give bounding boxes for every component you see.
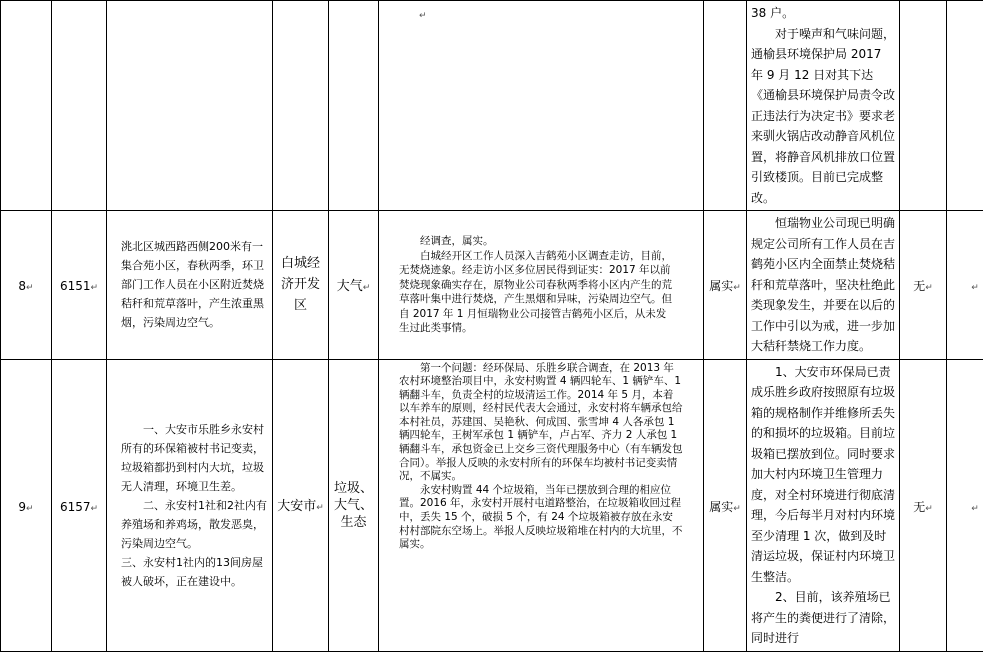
investigation-paragraph: 白城经开区工作人员深入吉鹤苑小区调查走访，目前，无焚烧迹象。经走访小区多位居民得到证实：2017 年以前焚烧现象确实存在，原物业公司春秋两季将小区内产生的荒草落叶集中进行焚烧，产生黑烟和异味，污染周边空气。但自 2017 年 1 月恒瑞物业公司接管吉鹤苑小区后，从未发生过此类事情。 [399, 249, 673, 336]
handling-paragraph: 对于噪声和气味问题，通榆县环境保护局 2017 年 9 月 12 日对其下达《通榆县环境保护局责令改正违法行为决定书》要求老来驯火锅店改动静音风机位置，将静音风机排放口位置引致楼顶。目前已完成整改。 [751, 24, 895, 209]
complaint-content: 洮北区城西路西侧200米有一集合苑小区，春秋两季，环卫部门工作人员在小区附近焚烧秸秆和荒草落叶，产生浓重黑烟，污染周边空气。 [107, 235, 272, 334]
complaint-paragraph: 一、大安市乐胜乡永安村所有的环保箱被村书记变卖，垃圾箱都扔到村内大坑，垃圾无人清理，环境卫生差。 [121, 420, 268, 496]
investigation-paragraph: 第一个问题：经环保局、乐胜乡联合调查，在 2013 年农村环境整治项目中，永安村购置 4 辆四轮车、1 辆铲车、1 辆翻斗车，负责全村的垃圾清运工作。2014 年 5 月，本着以车养车的原则，经村民代表大会通过，永安村将车辆承包给本村社员，苏建国、吴艳秋、何成国、张雪坤 4 人各承包 1 辆四轮车，王树军承包 1 辆铲车，卢占军、齐力 2 人承包 1 辆翻斗车，承包资金已上交乡三资代理服务中心（有车辆发包合同）。举报人反映的永安村所有的环保车均被村书记变卖情况，不属实。 [399, 362, 683, 484]
result-cell: 属实↵ [704, 211, 747, 360]
accountability-cell: 无↵ [900, 211, 947, 360]
pollution-type-cell: 大气↵ [329, 211, 379, 360]
accountability-cell [900, 1, 947, 211]
paragraph-mark: ↵ [419, 11, 427, 21]
handling-cell [747, 1, 900, 211]
result-cell [704, 1, 747, 211]
case-id-cell: 6157↵ [52, 359, 107, 651]
pollution-type: 垃圾、大气、生态 [329, 480, 378, 531]
investigation-cell [379, 359, 704, 651]
result-cell: 属实↵ [704, 359, 747, 651]
complaint-content-cell [107, 211, 273, 360]
investigation-cell [379, 211, 704, 360]
complaint-paragraph: 三、永安村1社内的13间房屋被人破坏，正在建设中。 [121, 553, 268, 591]
complaint-content-cell [107, 359, 273, 651]
investigation-cell [379, 1, 704, 211]
row-number-cell [1, 1, 52, 211]
handling-cell [747, 211, 900, 360]
accountability: 无 [913, 279, 925, 293]
pollution-type: 大气 [337, 279, 363, 294]
area: 大安市 [277, 499, 316, 514]
investigation-paragraph: 永安村购置 44 个垃圾箱，当年已摆放到合理的相应位置。2016 年，永安村开展村屯道路整治，在垃圾箱收回过程中，丢失 15 个，破损 5 个，有 24 个垃圾箱被存放在永安村村部院东空场上。举报人反映垃圾箱堆在村内的大坑里，不属实。 [399, 484, 683, 552]
accountability-cell: 无↵ [900, 359, 947, 651]
case-id-cell [52, 1, 107, 211]
result: 属实 [709, 500, 733, 514]
complaint-content-cell [107, 1, 273, 211]
handling-paragraph: 1、大安市环保局已责成乐胜乡政府按照原有垃圾箱的规格制作并维修所丢失的和损坏的垃圾箱。目前垃圾箱已摆放到位。同时要求加大村内环境卫生管理力度，对全村环境进行彻底清理，今后每半月对村内环境至少清理 1 次，做到及时清运垃圾，保证村内环境卫生整洁。 [751, 362, 895, 588]
area-cell: 大安市↵ [273, 359, 329, 651]
row-number: 9 [18, 500, 26, 514]
row-number-cell: 9↵ [1, 359, 52, 651]
remarks-cell [947, 1, 983, 211]
investigation-paragraph: 经调查，属实。 [399, 234, 673, 249]
pollution-type-cell [329, 359, 379, 651]
handling-cell [747, 359, 900, 651]
complaint-paragraph: 二、永安村1社和2社内有养殖场和养鸡场，散发恶臭，污染周边空气。 [121, 496, 268, 553]
result: 属实 [709, 279, 733, 293]
area-cell [273, 1, 329, 211]
table-row [1, 359, 983, 651]
handling-paragraph: 2、目前，该养殖场已将产生的粪便进行了清除，同时进行 [751, 587, 895, 649]
accountability: 无 [913, 500, 925, 514]
pollution-type-cell [329, 1, 379, 211]
remarks-cell: ↵ [947, 211, 983, 360]
area: 白城经济开发区 [273, 253, 328, 316]
row-number: 8 [18, 279, 26, 293]
table-row [1, 211, 983, 360]
remarks-cell: ↵ [947, 359, 983, 651]
case-id: 6157 [60, 500, 91, 514]
case-id-cell: 6151↵ [52, 211, 107, 360]
table-row [1, 1, 983, 211]
handling-paragraph: 38 户。 [751, 3, 895, 24]
case-id: 6151 [60, 279, 91, 293]
row-number-cell: 8↵ [1, 211, 52, 360]
area-cell [273, 211, 329, 360]
handling-paragraph: 恒瑞物业公司现已明确规定公司所有工作人员在吉鹤苑小区内全面禁止焚烧秸秆和荒草落叶，坚决杜绝此类现象发生，并要在以后的工作中引以为戒，进一步加大秸秆禁烧工作力度。 [751, 213, 895, 357]
